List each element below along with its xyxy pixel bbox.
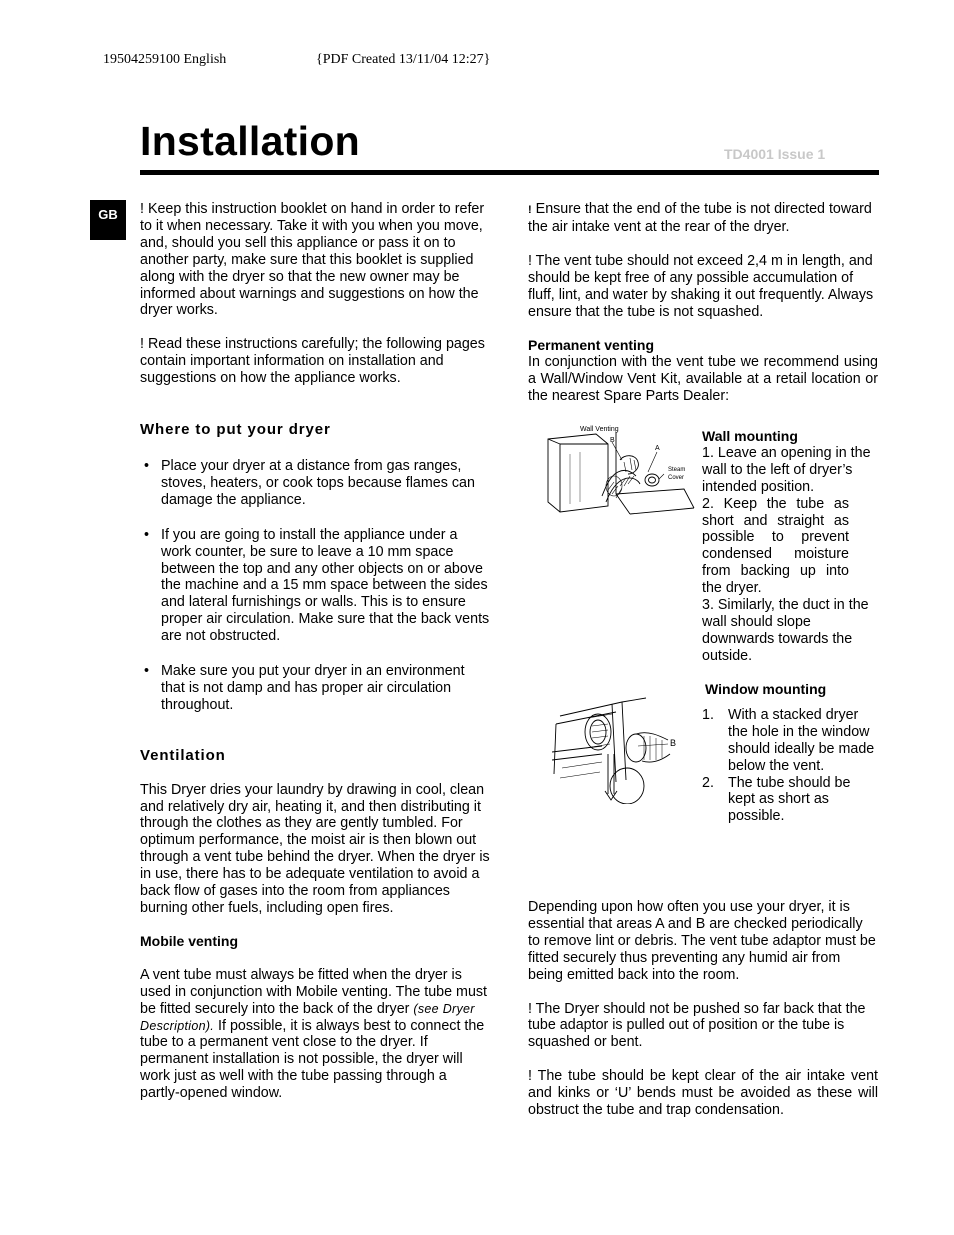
- pushed-back-warning: ! The Dryer should not be pushed so far back that the tube adaptor is pulled out of position or the tube is squashed or bent.: [528, 1000, 866, 1051]
- dryer-description-reference: (see Dryer Description).: [140, 1001, 475, 1033]
- svg-text:B: B: [670, 738, 677, 748]
- svg-text:A: A: [655, 445, 660, 452]
- ventilation-paragraph: This Dryer dries your laundry by drawing in cool, clean and relatively dry air, heating it, and then distributing it through the clothes as they are gently tumbled. For optimum performance, the moist air is then blown out through a vent tube behind the dryer. When the dryer is in use, there has to be adequate ventilation to avoid a back flow of gases into the room from appliances burning other fuels, including open fires.: [140, 781, 490, 916]
- check-areas-paragraph: Depending upon how often you use your dryer, it is essential that areas A and B are checked periodically to remove lint or debris. The vent tube adaptor must be fitted securely thus preventing any humid air from being emitted back into the room.: [528, 899, 876, 983]
- language-tab: GB: [90, 200, 126, 240]
- page-title: Installation: [140, 118, 361, 164]
- bullet-text: Place your dryer at a distance from gas ranges, stoves, heaters, or cook tops because flames can damage the appliance.: [161, 457, 475, 508]
- vent-tube-paragraph: ! The vent tube should not exceed 2,4 m in length, and should be kept free of any possible accumulation of fluff, lint, and water by shaking it out frequently. Always ensure that the tube is not squashed.: [528, 252, 874, 320]
- window-mounting-heading: Window mounting: [705, 681, 827, 697]
- right-column-lower: [528, 899, 878, 1119]
- title-rule: [140, 170, 879, 175]
- window-mounting-block: [702, 681, 879, 825]
- intro-paragraph-2: ! Read these instructions carefully; the following pages contain important information on installation and suggestions on how the appliance works.: [140, 336, 485, 387]
- bullet-text: Make sure you put your dryer in an environment that is not damp and has proper air circulation throughout.: [161, 663, 465, 713]
- wall-mounting-block: [702, 428, 876, 665]
- ventilation-heading: Ventilation: [140, 746, 226, 764]
- permanent-venting-paragraph: In conjunction with the vent tube we recommend using a Wall/Window Vent Kit, available at a retail location or the nearest Spare Parts Dealer:: [528, 354, 878, 405]
- where-heading: Where to put your dryer: [140, 421, 331, 439]
- window-mounting-illustration: [552, 694, 692, 804]
- svg-text:B: B: [610, 437, 615, 444]
- wall-venting-label: Wall Venting: [580, 426, 619, 433]
- mobile-venting-heading: Mobile venting: [140, 932, 238, 949]
- wall-step-3: 3. Similarly, the duct in the wall should slope downwards towards the outside.: [702, 597, 869, 664]
- list-item: [140, 663, 490, 714]
- right-column: [528, 201, 878, 405]
- window-step-1: With a stacked dryer the hole in the window should ideally be made below the vent.: [728, 706, 875, 774]
- bullet-text: If you are going to install the appliance under a work counter, be sure to leave a 10 mm space between the top and any other objects on or above the machine and a 15 mm space between the sides and lateral furnishings or walls. This is to ensure proper air circulation. Make sure that the back vents are not obstructed.: [161, 526, 490, 645]
- mobile-venting-paragraph: A vent tube must always be fitted when the dryer is used in conjunction with Mobile venting. The tube must be fitted securely into the back of the dryer (see Dryer Description). If possible, it is always best to connect the tube to a permanent vent close to the dryer. If permanent installation is not possible, the dryer will work just as well with the tube passing through a partly-opened window.: [140, 966, 488, 1102]
- bullet-icon: •: [144, 663, 150, 680]
- wall-step-2: 2. Keep the tube as short and straight as possible to prevent condensed moisture from backing up into the dryer.: [702, 495, 849, 597]
- svg-text:Cover: Cover: [668, 475, 685, 481]
- list-item: 2. The tube should be kept as short as possible.: [702, 774, 851, 825]
- list-item: [140, 458, 490, 509]
- bullet-icon: •: [144, 526, 150, 543]
- wall-venting-illustration: [544, 424, 696, 524]
- permanent-venting-heading: Permanent venting: [528, 337, 655, 354]
- left-column: [140, 201, 490, 1102]
- document-id: 19504259100 English: [103, 52, 227, 67]
- svg-text:Steam: Steam: [668, 467, 686, 473]
- ensure-paragraph: ! Ensure that the end of the tube is not directed toward the air intake vent at the rear of the dryer.: [528, 201, 872, 235]
- intro-paragraph-1: ! Keep this instruction booklet on hand in order to refer to it when necessary. Take it with you when you move, and, should you sell this appliance or pass it on to another party, make sure that this booklet is supplied along with the dryer so that the new owner may be informed about warnings and suggestions on how the dryer works.: [140, 201, 485, 319]
- window-step-2: The tube should be kept as short as possible.: [728, 774, 851, 825]
- pdf-created-stamp: {PDF Created 13/11/04 12:27}: [316, 52, 491, 67]
- issue-label: TD4001 Issue 1: [724, 146, 826, 162]
- wall-step-1: 1. Leave an opening in the wall to the left of dryer’s intended position.: [702, 444, 871, 495]
- list-item: 1. With a stacked dryer the hole in the window should ideally be made below the vent.: [702, 706, 875, 774]
- wall-mounting-heading: Wall mounting: [702, 428, 798, 444]
- bullet-icon: •: [144, 457, 150, 474]
- list-item: [140, 527, 490, 645]
- tube-clear-warning: ! The tube should be kept clear of the air intake vent and kinks or ‘U’ bends must be avoided as these will obstruct the tube and trap condensation.: [528, 1068, 878, 1119]
